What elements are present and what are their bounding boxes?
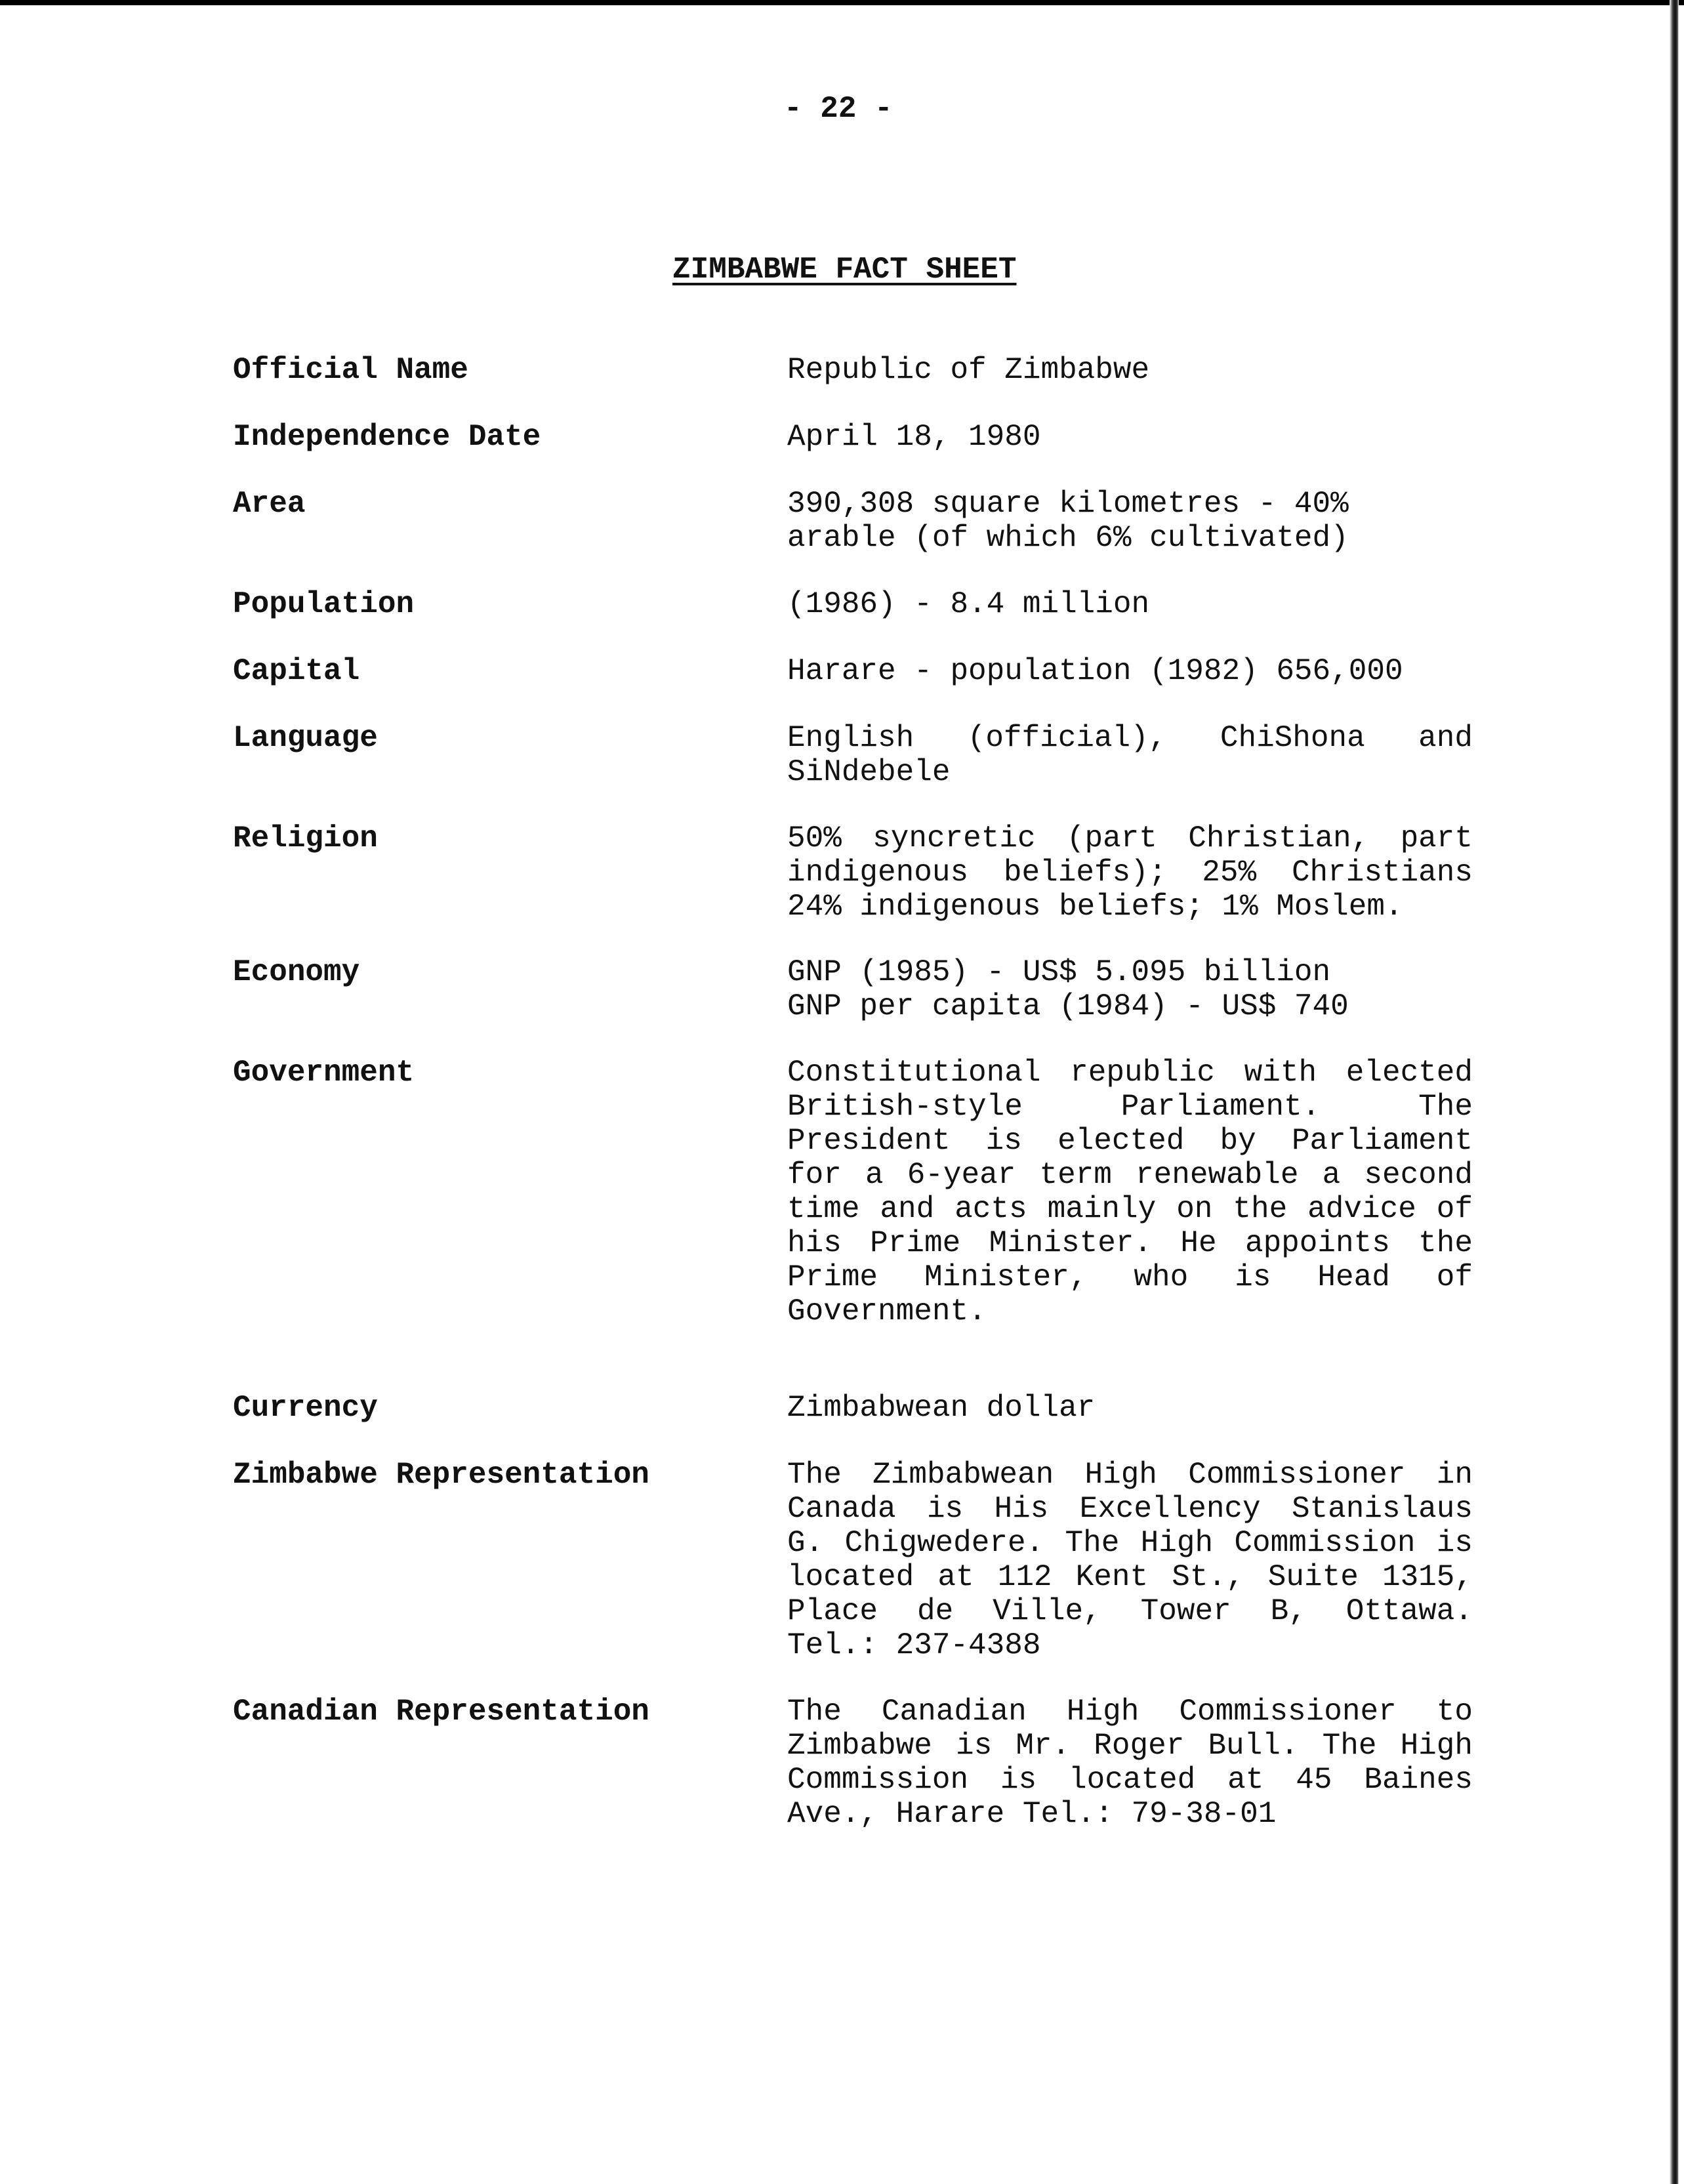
fact-label: Zimbabwe Representation — [233, 1458, 649, 1492]
fact-value: Republic of Zimbabwe — [787, 353, 1150, 387]
fact-label: Language — [233, 721, 378, 755]
fact-value: GNP (1985) - US$ 5.095 billion GNP per capita (1984) - US$ 740 — [787, 955, 1349, 1023]
fact-label: Government — [233, 1056, 415, 1090]
fact-label: Independence Date — [233, 420, 541, 454]
fact-value: Zimbabwean dollar — [787, 1391, 1096, 1425]
fact-label: Currency — [233, 1391, 378, 1425]
fact-label: Area — [233, 487, 306, 521]
fact-value: The Zimbabwean High Commissioner in Canada is His Excellency Stanislaus G. Chigwedere. The High Commission is located at 112 Kent St., Suite 1315, Place de Ville, Tower B, Ottawa. Tel.: 237-4388 — [787, 1458, 1473, 1662]
fact-label: Economy — [233, 955, 360, 989]
top-border — [0, 0, 1684, 5]
fact-value: The Canadian High Commissioner to Zimbabwe is Mr. Roger Bull. The High Commission is located at 45 Baines Ave., Harare Tel.: 79-38-01 — [787, 1695, 1473, 1831]
fact-value: (1986) - 8.4 million — [787, 587, 1150, 621]
fact-value: Constitutional republic with elected British-style Parliament. The President is elected by Parliament for a 6-year term renewable a second time and acts mainly on the advice of his Prime Minister. He appoints the Prime Minister, who is Head of Government. — [787, 1056, 1473, 1329]
page-edge — [1670, 0, 1679, 2184]
fact-value: April 18, 1980 — [787, 420, 1041, 454]
fact-value: 390,308 square kilometres - 40% arable (of which 6% cultivated) — [787, 487, 1349, 555]
page-title: ZIMBABWE FACT SHEET — [672, 253, 1017, 287]
fact-label: Canadian Representation — [233, 1695, 649, 1729]
page-number: - 22 - — [784, 92, 893, 126]
fact-label: Religion — [233, 821, 378, 855]
fact-label: Capital — [233, 654, 360, 688]
fact-value: 50% syncretic (part Christian, part indigenous beliefs); 25% Christians 24% indigenous beliefs; 1% Moslem. — [787, 821, 1473, 924]
fact-value: English (official), ChiShona and SiNdebele — [787, 721, 1473, 789]
fact-label: Population — [233, 587, 415, 621]
fact-value: Harare - population (1982) 656,000 — [787, 654, 1403, 688]
fact-label: Official Name — [233, 353, 468, 387]
